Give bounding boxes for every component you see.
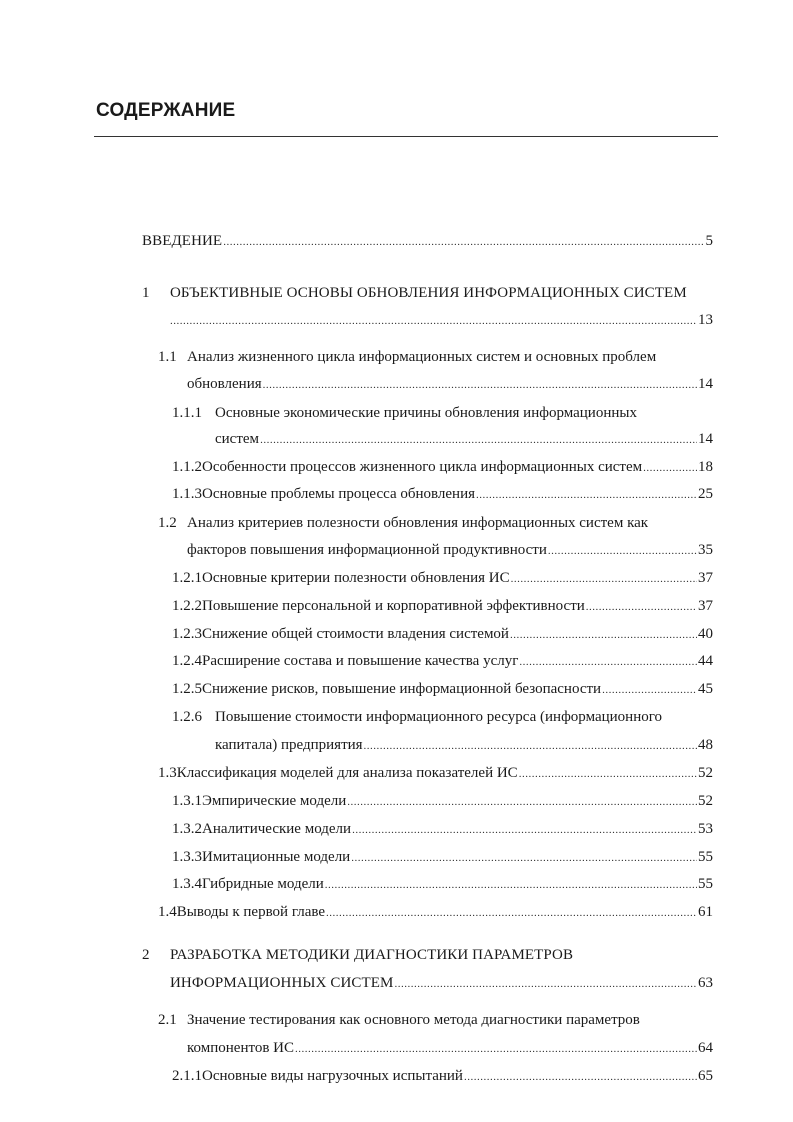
leader-dots (602, 681, 697, 699)
toc-number: 1.3.3 (172, 849, 202, 865)
toc-entry-1-3[interactable] (158, 764, 713, 782)
toc-entry-chapter-1-cont[interactable] (170, 311, 713, 329)
toc-entry-1-1-2[interactable] (172, 458, 713, 476)
leader-dots (511, 570, 697, 588)
toc-entry-1-2-2[interactable] (172, 597, 713, 615)
leader-dots (326, 904, 697, 922)
leader-dots (347, 793, 697, 811)
toc-label: Основные проблемы процесса обновления (202, 486, 475, 502)
toc-label: Повышение персональной и корпоративной эффективности (202, 598, 585, 614)
toc-label: Расширение состава и повышение качества услуг (202, 653, 519, 669)
toc-page-number: 13 (698, 312, 713, 328)
leader-dots (464, 1068, 697, 1086)
toc-entry-chapter-2[interactable] (142, 946, 702, 964)
toc-label: Эмпирические модели (202, 793, 347, 809)
toc-page-number: 61 (698, 904, 713, 920)
toc-entry-1-1-3[interactable] (172, 485, 713, 503)
toc-number: 1.3 (158, 765, 177, 781)
toc-label: РАЗРАБОТКА МЕТОДИКИ ДИАГНОСТИКИ ПАРАМЕТРОВ (170, 947, 574, 963)
toc-label: Особенности процессов жизненного цикла информационных систем (202, 459, 643, 475)
toc-page-number: 45 (698, 681, 713, 697)
toc-label: Основные виды нагрузочных испытаний (202, 1068, 463, 1084)
toc-label: Гибридные модели (202, 876, 324, 892)
toc-page-number: 64 (698, 1040, 713, 1056)
toc-entry-1-3-1[interactable] (172, 792, 713, 810)
toc-number: 1.4 (158, 904, 177, 920)
toc-label: Классификация моделей для анализа показателей ИС (176, 765, 518, 781)
toc-number: 1.2.5 (172, 681, 202, 697)
toc-number: 1.3.1 (172, 793, 202, 809)
toc-page-number: 40 (698, 626, 713, 642)
toc-number: 1.2.1 (172, 570, 202, 586)
toc-entry-chapter-1[interactable] (142, 284, 722, 302)
toc-entry-1-4[interactable] (158, 903, 713, 921)
toc-entry-1-1[interactable] (158, 348, 718, 366)
toc-label: компонентов ИС (187, 1040, 294, 1056)
toc-page-number: 18 (698, 459, 713, 475)
leader-dots (170, 312, 697, 330)
toc-number: 1.2.2 (172, 598, 202, 614)
toc-page-number: 25 (698, 486, 713, 502)
toc-label: Выводы к первой главе (176, 904, 326, 920)
toc-number: 1.1 (158, 349, 177, 365)
toc-page-number: 37 (698, 570, 713, 586)
toc-label: ОБЪЕКТИВНЫЕ ОСНОВЫ ОБНОВЛЕНИЯ ИНФОРМАЦИОННЫХ СИСТЕМ (170, 285, 687, 301)
toc-number: 1.3.2 (172, 821, 202, 837)
toc-entry-1-2-1[interactable] (172, 569, 713, 587)
toc-label: ВВЕДЕНИЕ (142, 233, 223, 249)
toc-page-number: 65 (698, 1068, 713, 1084)
toc-number: 2.1 (158, 1012, 177, 1028)
toc-label: Значение тестирования как основного метода диагностики параметров (187, 1012, 640, 1028)
toc-page-number: 52 (698, 765, 713, 781)
toc-entry-1-3-4[interactable] (172, 875, 713, 893)
toc-entry-1-1-1-cont[interactable] (215, 430, 713, 448)
toc-entry-1-2-6-cont[interactable] (215, 736, 713, 754)
toc-entry-1-1-1[interactable] (172, 404, 712, 422)
toc-label: Основные экономические причины обновления информационных (215, 405, 637, 421)
leader-dots (260, 431, 697, 449)
toc-number: 1.2 (158, 515, 177, 531)
toc-label: Имитационные модели (202, 849, 351, 865)
toc-page-number: 55 (698, 876, 713, 892)
toc-entry-1-2[interactable] (158, 514, 718, 532)
toc-label: Анализ жизненного цикла информационных систем и основных проблем (187, 349, 657, 365)
toc-entry-2-1-cont[interactable] (187, 1039, 713, 1057)
toc-number: 2 (142, 947, 150, 963)
toc-label: капитала) предприятия (215, 737, 363, 753)
toc-page-number: 37 (698, 598, 713, 614)
toc-entry-2-1-1[interactable] (172, 1067, 713, 1085)
toc-entry-1-1-cont[interactable] (187, 375, 713, 393)
leader-dots (476, 486, 697, 504)
leader-dots (295, 1040, 697, 1058)
leader-dots (586, 598, 697, 616)
leader-dots (519, 765, 697, 783)
toc-label: Снижение рисков, повышение информационной безопасности (202, 681, 602, 697)
leader-dots (643, 459, 697, 477)
toc-page-number: 52 (698, 793, 713, 809)
leader-dots (263, 376, 697, 394)
toc-label: Снижение общей стоимости владения системой (202, 626, 509, 642)
leader-dots (351, 849, 697, 867)
toc-page-number: 35 (698, 542, 713, 558)
toc-label: обновления (187, 376, 262, 392)
toc-label: ИНФОРМАЦИОННЫХ СИСТЕМ (170, 975, 394, 991)
toc-number: 1.2.3 (172, 626, 202, 642)
toc-number: 1.1.3 (172, 486, 202, 502)
toc-label: Аналитические модели (202, 821, 352, 837)
toc-number: 1.1.1 (172, 405, 202, 421)
leader-dots (223, 233, 704, 251)
toc-page-number: 44 (698, 653, 713, 669)
toc-entry-1-2-6[interactable] (172, 708, 717, 726)
leader-dots (510, 626, 697, 644)
leader-dots (394, 975, 697, 993)
toc-page-number: 14 (698, 431, 713, 447)
toc-number: 1.3.4 (172, 876, 202, 892)
leader-dots (519, 653, 697, 671)
toc-number: 1.2.4 (172, 653, 202, 669)
toc-entry-1-2-4[interactable] (172, 652, 713, 670)
toc-entry-1-3-3[interactable] (172, 848, 713, 866)
leader-dots (548, 542, 697, 560)
toc-number: 2.1.1 (172, 1068, 202, 1084)
toc-number: 1 (142, 285, 150, 301)
toc-entry-2-1[interactable] (158, 1011, 718, 1029)
toc-entry-1-2-5[interactable] (172, 680, 713, 698)
toc-label: Анализ критериев полезности обновления информационных систем как (187, 515, 649, 531)
page-title: СОДЕРЖАНИЕ (96, 100, 236, 121)
toc-label: Повышение стоимости информационного ресурса (информационного (215, 709, 663, 725)
toc-page-number: 5 (705, 233, 713, 249)
toc-label: факторов повышения информационной продуктивности (187, 542, 547, 558)
leader-dots (364, 737, 697, 755)
leader-dots (325, 876, 697, 894)
toc-entry-1-2-3[interactable] (172, 625, 713, 643)
toc-page-number: 55 (698, 849, 713, 865)
leader-dots (352, 821, 697, 839)
toc-number: 1.1.2 (172, 459, 202, 475)
toc-label: Основные критерии полезности обновления ИС (202, 570, 510, 586)
toc-label: систем (215, 431, 260, 447)
toc-page-number: 63 (698, 975, 713, 991)
toc-entry-1-2-cont[interactable] (187, 541, 713, 559)
toc-entry-1-3-2[interactable] (172, 820, 713, 838)
toc-entry-chapter-2-cont[interactable] (170, 974, 713, 992)
toc-entry-intro[interactable] (142, 232, 713, 250)
toc-number: 1.2.6 (172, 709, 202, 725)
toc-page-number: 48 (698, 737, 713, 753)
toc-page-number: 14 (698, 376, 713, 392)
toc-page-number: 53 (698, 821, 713, 837)
